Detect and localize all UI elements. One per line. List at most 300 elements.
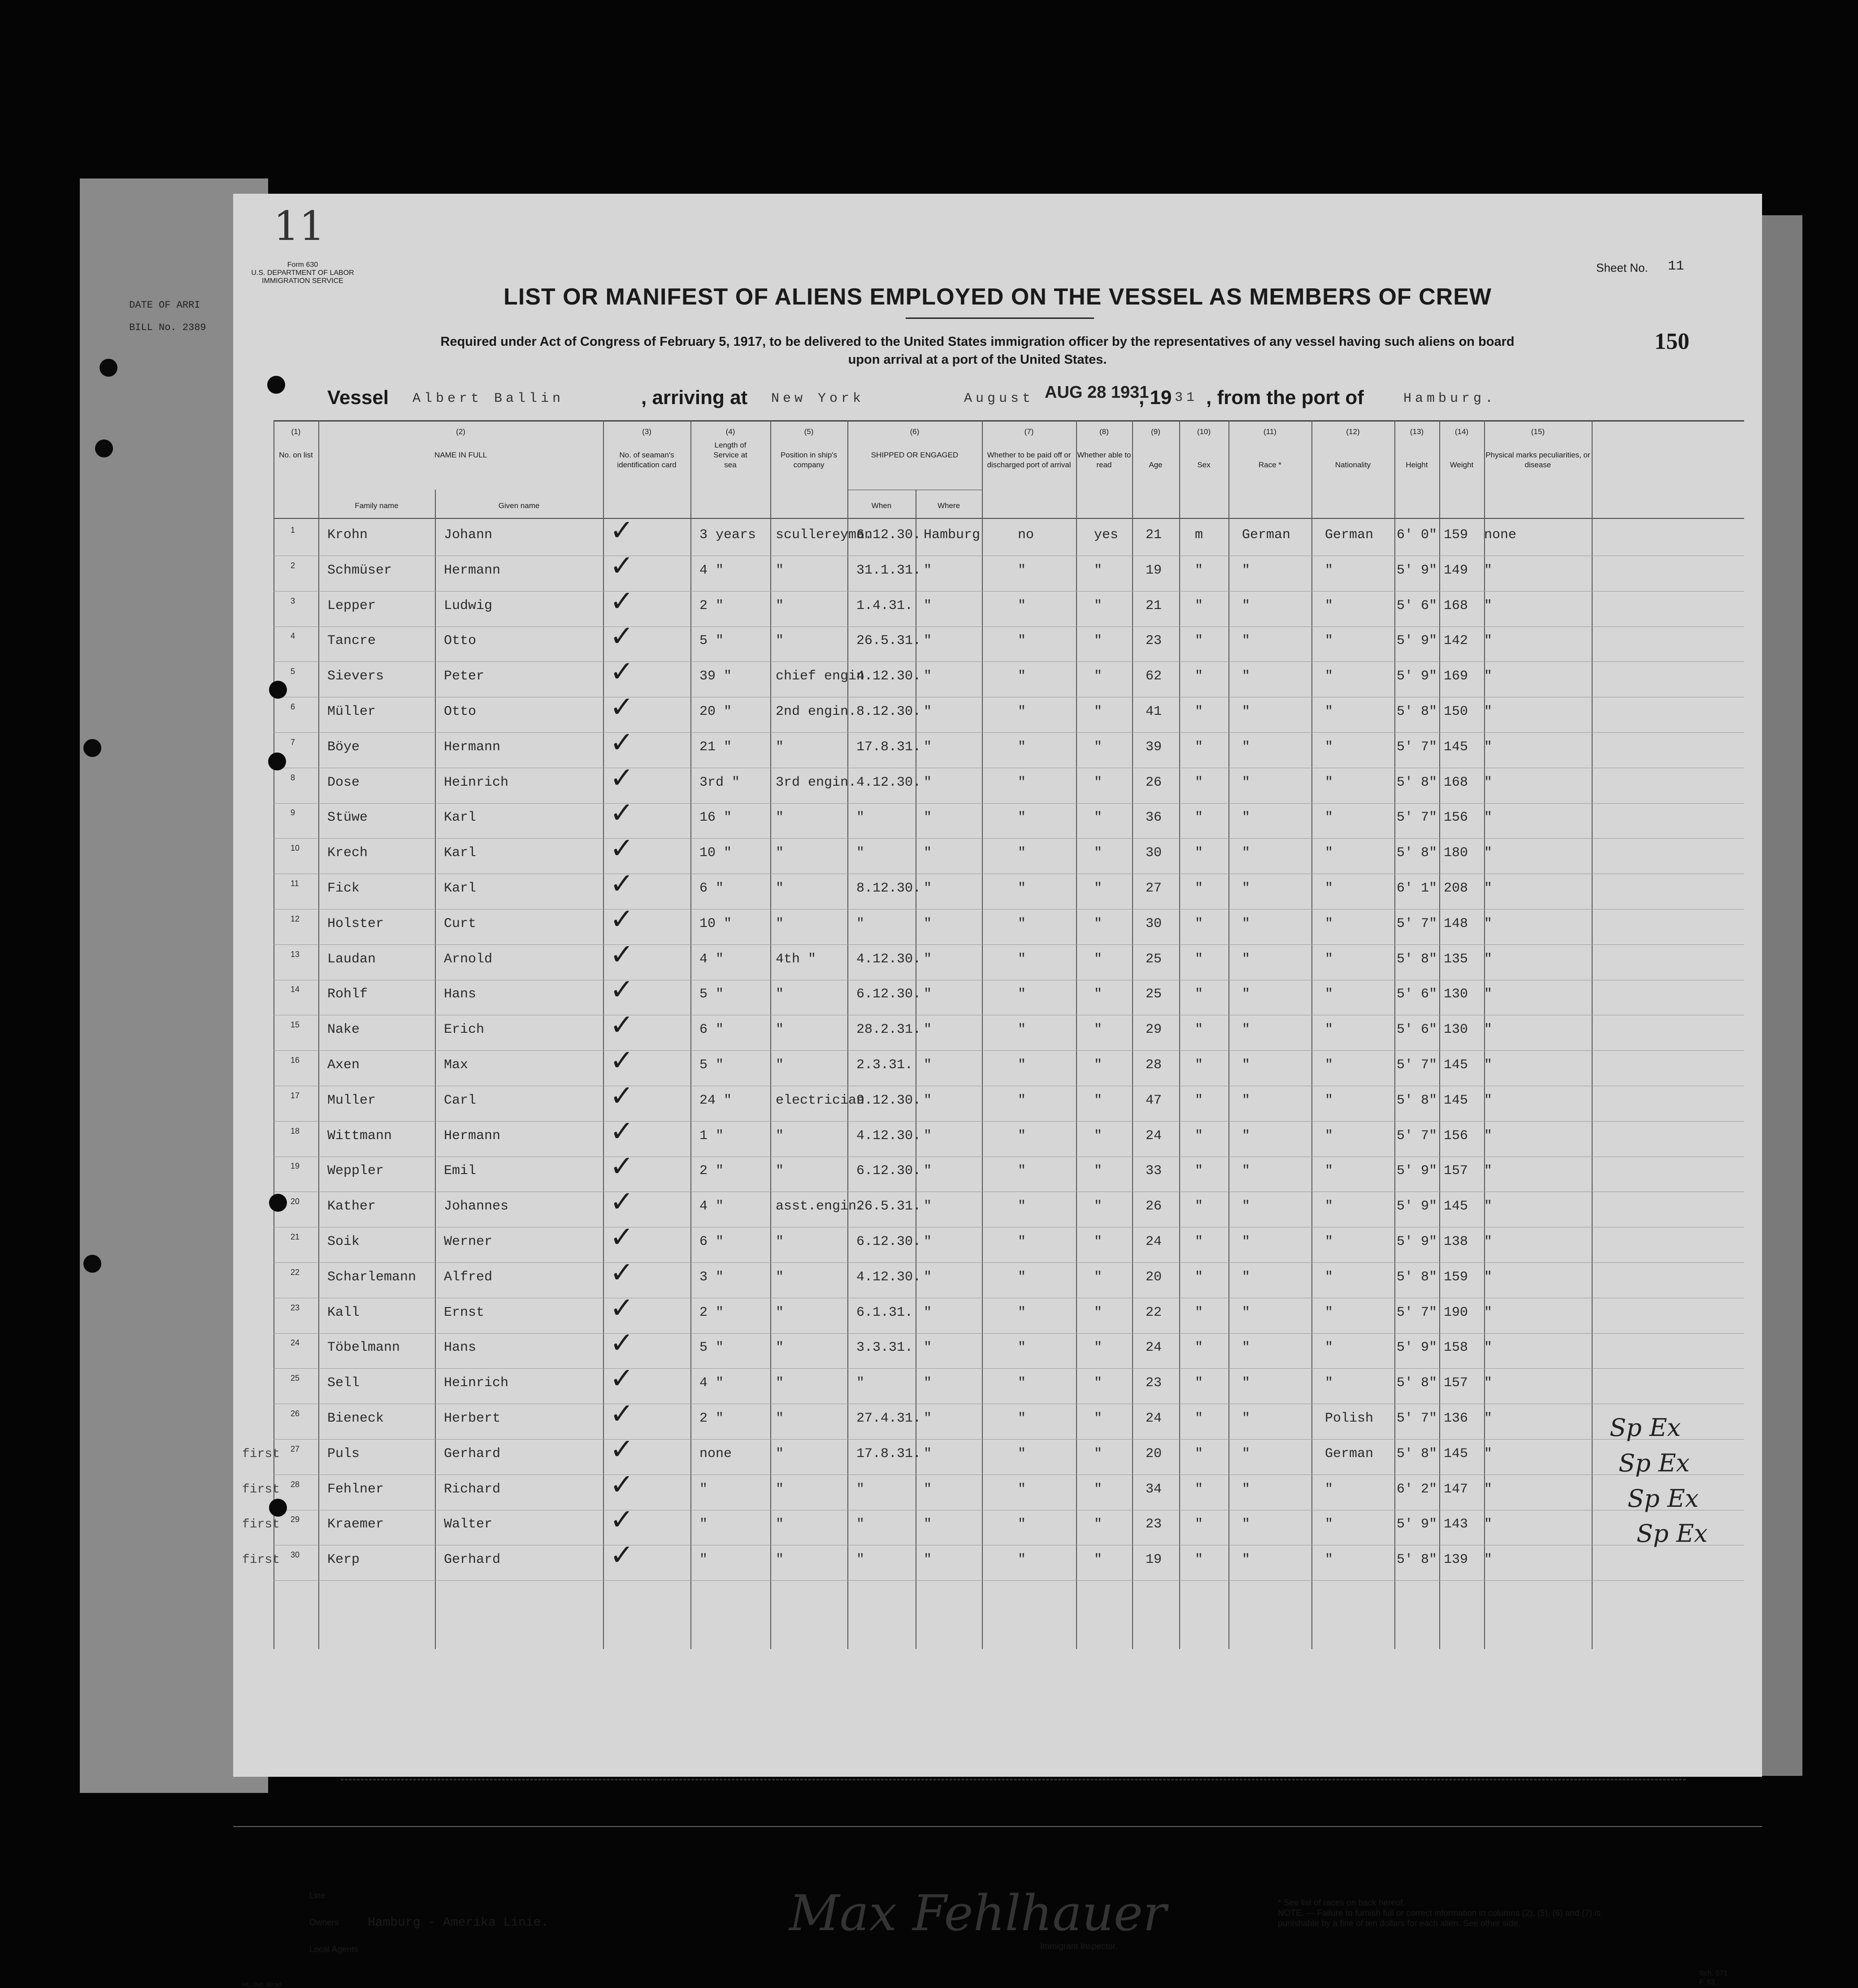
family-name: Kall	[327, 1305, 360, 1320]
nationality: German	[1325, 527, 1374, 543]
row-number: 3	[291, 596, 295, 605]
nationality: "	[1325, 1163, 1333, 1179]
given-name: Heinrich	[444, 1375, 509, 1391]
sex: "	[1195, 774, 1203, 790]
shipped-where: "	[924, 1128, 932, 1144]
table-row	[273, 655, 1744, 697]
family-name: Sell	[327, 1375, 360, 1391]
height: 5' 8"	[1397, 1375, 1437, 1391]
schedule-number: Sch. 571	[1699, 1970, 1728, 1977]
race: "	[1242, 845, 1250, 861]
physical-marks: "	[1484, 1199, 1493, 1214]
physical-marks: "	[1484, 1128, 1493, 1144]
able-to-read: "	[1094, 1552, 1103, 1568]
shipped-where: "	[924, 987, 932, 1002]
shipped-where: "	[924, 1057, 932, 1073]
service-length: 2 "	[699, 598, 724, 613]
paid-off: "	[1018, 1163, 1026, 1179]
under-page-bill-label: BILL No. 2389	[129, 322, 206, 333]
physical-marks: "	[1484, 1552, 1493, 1568]
age: 39	[1146, 739, 1162, 755]
paid-off: "	[1018, 1481, 1026, 1497]
service-length: 4 "	[699, 951, 724, 967]
row-number: 10	[291, 844, 300, 853]
given-name: Hermann	[444, 739, 501, 755]
paid-off: "	[1018, 1057, 1026, 1073]
owners-label: Owners	[309, 1918, 339, 1927]
position: "	[776, 562, 784, 578]
shipped-where: "	[924, 1340, 932, 1356]
family-name: Krohn	[327, 527, 368, 543]
margin-note: first	[242, 1482, 280, 1496]
sex: "	[1195, 916, 1203, 931]
paid-off: "	[1018, 774, 1026, 790]
sex: "	[1195, 562, 1203, 578]
nationality: "	[1325, 774, 1333, 790]
row-number: 26	[291, 1409, 300, 1418]
race: "	[1242, 598, 1250, 613]
physical-marks: "	[1484, 1022, 1493, 1038]
sex: "	[1195, 987, 1203, 1002]
age: 24	[1146, 1234, 1162, 1249]
col-10-label: Sex	[1197, 461, 1211, 469]
height: 5' 9"	[1397, 1163, 1437, 1179]
schedule-form: F. 53.	[1699, 1979, 1717, 1986]
shipped-where: "	[924, 1269, 932, 1285]
height: 5' 7"	[1397, 1128, 1437, 1144]
id-card-check: ✓	[610, 691, 634, 724]
nationality: "	[1325, 1481, 1333, 1497]
paid-off: "	[1018, 739, 1026, 755]
col-11-number: (11)	[1263, 427, 1276, 436]
id-card-check: ✓	[610, 620, 634, 653]
shipped-where: "	[924, 633, 932, 649]
vessel-name: Albert Ballin	[412, 391, 564, 406]
race: "	[1242, 704, 1250, 719]
service-length: 2 "	[699, 1163, 724, 1179]
col-10-number: (10)	[1197, 427, 1211, 436]
id-card-check: ✓	[610, 549, 634, 583]
able-to-read: "	[1094, 562, 1103, 578]
position: "	[776, 845, 784, 861]
height: 5' 7"	[1397, 810, 1437, 826]
table-top-rule	[273, 420, 1744, 422]
id-card-check: ✓	[610, 1185, 634, 1219]
table-row	[273, 514, 1744, 556]
weight: 148	[1444, 916, 1468, 931]
col-10-header	[1179, 427, 1229, 470]
physical-marks: "	[1484, 1163, 1493, 1179]
table-row	[273, 1221, 1744, 1263]
paid-off: "	[1018, 1128, 1026, 1144]
sex: "	[1195, 1305, 1203, 1320]
weight: 150	[1444, 704, 1468, 719]
physical-marks: "	[1484, 562, 1493, 578]
family-name: Fick	[327, 881, 360, 896]
family-name: Tancre	[327, 633, 376, 649]
family-name: Scharlemann	[327, 1269, 417, 1285]
sex: "	[1195, 810, 1203, 826]
weight: 158	[1444, 1340, 1468, 1356]
shipped-when: 8.12.30.	[856, 881, 921, 896]
given-name: Gerhard	[444, 1446, 501, 1462]
nationality: "	[1325, 951, 1333, 967]
shipped-where: "	[924, 951, 932, 967]
table-row	[273, 691, 1744, 733]
given-name: Max	[444, 1057, 469, 1073]
service-length: 1 "	[699, 1128, 724, 1144]
paid-off: "	[1018, 1199, 1026, 1214]
penalty-note: NOTE. — Failure to furnish full or correct information in columns (2), (5), (6) and (7) is punishable by a fine of ten dollars for each alien. See other side.	[1278, 1909, 1601, 1928]
able-to-read: "	[1094, 1199, 1103, 1214]
sex: "	[1195, 704, 1203, 719]
row-rule	[273, 1580, 1744, 1581]
row-number: 13	[291, 949, 300, 959]
paid-off: "	[1018, 1446, 1026, 1462]
race: "	[1242, 1481, 1250, 1497]
col-1-header	[273, 427, 318, 460]
position: "	[776, 1128, 784, 1144]
weight: 145	[1444, 739, 1468, 755]
id-card-check: ✓	[610, 1539, 634, 1572]
col-2-header	[318, 427, 603, 460]
nationality: "	[1325, 739, 1333, 755]
height: 5' 9"	[1397, 1517, 1437, 1532]
shipped-when: 27.4.31.	[856, 1411, 921, 1426]
binder-hole	[100, 359, 117, 377]
col-11-label: Race *	[1258, 461, 1282, 469]
given-name: Curt	[444, 916, 477, 931]
table-end-rule	[341, 1779, 1686, 1780]
shipped-where: "	[924, 845, 932, 861]
binder-hole	[267, 376, 285, 394]
sheet-number: 11	[1668, 259, 1684, 274]
table-row	[273, 1114, 1744, 1157]
height: 5' 8"	[1397, 1552, 1437, 1568]
age: 36	[1146, 810, 1162, 826]
col-13-header	[1394, 427, 1439, 470]
family-name: Müller	[327, 704, 376, 719]
shipped-when: 6.12.30.	[856, 1163, 921, 1179]
table-row	[273, 1327, 1744, 1369]
age: 19	[1146, 1552, 1162, 1568]
sex: "	[1195, 1552, 1203, 1568]
col-15-label: Physical marks peculiarities, or disease	[1485, 451, 1590, 469]
shipped-where: "	[924, 1481, 932, 1497]
weight: 145	[1444, 1446, 1468, 1462]
nationality: "	[1325, 987, 1333, 1002]
from-port: Hamburg.	[1403, 391, 1497, 406]
shipped-when: 28.2.31.	[856, 1022, 921, 1038]
family-name: Bieneck	[327, 1411, 384, 1426]
height: 6' 1"	[1397, 881, 1437, 896]
subtitle-line-2: upon arrival at a port of the United States.	[848, 352, 1107, 367]
paid-off: "	[1018, 987, 1026, 1002]
physical-marks: "	[1484, 1411, 1493, 1426]
given-name: Heinrich	[444, 774, 509, 790]
physical-marks: "	[1484, 633, 1493, 649]
weight: 180	[1444, 845, 1468, 861]
able-to-read: "	[1094, 1092, 1103, 1108]
id-card-check: ✓	[610, 1150, 634, 1183]
date-stamp: AUG 28 1931	[1045, 383, 1149, 402]
service-length: 5 "	[699, 633, 724, 649]
age: 24	[1146, 1128, 1162, 1144]
footer-note	[1278, 1898, 1637, 1929]
when-header: When	[871, 501, 892, 510]
id-card-check: ✓	[610, 726, 634, 759]
table-row	[273, 902, 1744, 945]
id-card-check: ✓	[610, 1221, 634, 1254]
sex: "	[1195, 1481, 1203, 1497]
service-length: 5 "	[699, 987, 724, 1002]
list-number: 150	[1654, 329, 1689, 354]
row-number: 19	[291, 1161, 300, 1171]
row-number: 12	[291, 914, 300, 923]
service-length: 16 "	[699, 810, 732, 826]
shipped-where: "	[924, 1163, 932, 1179]
binder-hole	[269, 681, 287, 699]
height: 5' 9"	[1397, 562, 1437, 578]
physical-marks: "	[1484, 739, 1493, 755]
physical-marks: "	[1484, 1375, 1493, 1391]
shipped-when: "	[856, 845, 865, 861]
given-name: Johann	[444, 527, 493, 543]
family-name: Kerp	[327, 1552, 360, 1568]
family-name: Fehlner	[327, 1481, 384, 1497]
col-15-header	[1484, 427, 1592, 470]
nationality: "	[1325, 1375, 1333, 1391]
paid-off: "	[1018, 1305, 1026, 1320]
id-card-check: ✓	[610, 1079, 634, 1113]
physical-marks: "	[1484, 916, 1493, 931]
nationality: "	[1325, 1234, 1333, 1249]
physical-marks: "	[1484, 669, 1493, 684]
col-7-number: (7)	[1024, 427, 1034, 436]
col-9-number: (9)	[1151, 427, 1160, 436]
family-name: Rohlf	[327, 987, 368, 1002]
age: 30	[1146, 916, 1162, 931]
paid-off: "	[1018, 1517, 1026, 1532]
able-to-read: "	[1094, 1446, 1103, 1462]
local-agents-label: Local Agents	[309, 1945, 358, 1954]
row-number: 16	[291, 1056, 300, 1065]
nationality: "	[1325, 916, 1333, 931]
family-name: Lepper	[327, 598, 376, 613]
col-4-label: Length of Service at sea	[713, 441, 747, 469]
nationality: "	[1325, 1340, 1333, 1356]
id-card-check: ✓	[610, 1432, 634, 1466]
id-card-check: ✓	[610, 584, 634, 618]
shipped-where: "	[924, 1234, 932, 1249]
service-length: 6 "	[699, 1022, 724, 1038]
age: 41	[1146, 704, 1162, 719]
table-row	[273, 1432, 1744, 1475]
shipped-when: 4.12.30.	[856, 774, 921, 790]
position: scullereyman	[776, 527, 873, 543]
position: "	[776, 1057, 784, 1073]
col-5-number: (5)	[804, 427, 814, 436]
age: 20	[1146, 1446, 1162, 1462]
shipped-when: 6.12.30.	[856, 527, 921, 543]
given-name: Alfred	[444, 1269, 493, 1285]
nationality: "	[1325, 845, 1333, 861]
weight: 156	[1444, 810, 1468, 826]
position: asst.engin.	[776, 1199, 865, 1214]
shipped-where: "	[924, 1411, 932, 1426]
able-to-read: "	[1094, 1234, 1103, 1249]
col-7-header	[982, 427, 1076, 470]
weight: 157	[1444, 1163, 1468, 1179]
race: "	[1242, 1092, 1250, 1108]
paid-off: "	[1018, 951, 1026, 967]
table-row	[273, 761, 1744, 804]
arriving-label: , arriving at	[641, 387, 748, 409]
col-12-number: (12)	[1346, 427, 1360, 436]
given-name: Herbert	[444, 1411, 501, 1426]
col-7-label: Whether to be paid off or discharged port of arrival	[987, 451, 1071, 469]
weight: 159	[1444, 1269, 1468, 1285]
age: 23	[1146, 1517, 1162, 1532]
nationality: "	[1325, 633, 1333, 649]
col-1-label: No. on list	[279, 451, 313, 459]
shipped-when: 9.12.30.	[856, 1092, 921, 1108]
physical-marks: "	[1484, 598, 1493, 613]
race: "	[1242, 1234, 1250, 1249]
paid-off: "	[1018, 1022, 1026, 1038]
sex: "	[1195, 598, 1203, 613]
position: "	[776, 1517, 784, 1532]
shipped-when: "	[856, 916, 865, 931]
col-12-label: Nationality	[1335, 461, 1371, 469]
race: German	[1242, 527, 1291, 543]
shipped-when: 31.1.31.	[856, 562, 921, 578]
given-name: Erich	[444, 1022, 485, 1038]
row-number: 20	[291, 1197, 300, 1206]
id-card-check: ✓	[610, 867, 634, 900]
race: "	[1242, 1517, 1250, 1532]
nationality: "	[1325, 1092, 1333, 1108]
weight: 143	[1444, 1517, 1468, 1532]
height: 6' 0"	[1397, 527, 1437, 543]
pencil-mark: 11	[273, 203, 325, 250]
physical-marks: "	[1484, 951, 1493, 967]
table-row	[273, 796, 1744, 839]
col-8-label: Whether able to read	[1077, 451, 1131, 469]
id-card-check: ✓	[610, 1327, 634, 1360]
position: electrician	[776, 1092, 865, 1108]
service-length: "	[699, 1517, 708, 1532]
service-length: 5 "	[699, 1340, 724, 1356]
col-5-header	[770, 427, 847, 470]
family-name: Muller	[327, 1092, 376, 1108]
service-length: 4 "	[699, 1199, 724, 1214]
service-length: 24 "	[699, 1092, 732, 1108]
crew-table	[273, 420, 1744, 1649]
position: 3rd engin.	[776, 774, 857, 790]
service-length: 3rd "	[699, 774, 740, 790]
age: 29	[1146, 1022, 1162, 1038]
service-length: 2 "	[699, 1305, 724, 1320]
col-11-header	[1229, 427, 1311, 470]
able-to-read: "	[1094, 951, 1103, 967]
col-4-number: (4)	[725, 427, 735, 436]
height: 5' 9"	[1397, 1199, 1437, 1214]
age: 25	[1146, 987, 1162, 1002]
given-name: Johannes	[444, 1199, 509, 1214]
able-to-read: "	[1094, 881, 1103, 896]
shipped-where: "	[924, 598, 932, 613]
family-name: Holster	[327, 916, 384, 931]
table-row	[273, 726, 1744, 768]
age: 30	[1146, 845, 1162, 861]
col-2-number: (2)	[456, 427, 465, 436]
service-length: none	[699, 1446, 732, 1462]
weight: 159	[1444, 527, 1468, 543]
sex: "	[1195, 1057, 1203, 1073]
able-to-read: "	[1094, 1057, 1103, 1073]
id-card-check: ✓	[610, 1291, 634, 1325]
sex: "	[1195, 881, 1203, 896]
position: "	[776, 1481, 784, 1497]
family-name-header: Family name	[355, 501, 399, 510]
given-name: Hermann	[444, 1128, 501, 1144]
nationality: "	[1325, 704, 1333, 719]
row-number: 15	[291, 1020, 300, 1030]
able-to-read: "	[1094, 1375, 1103, 1391]
row-number: 8	[291, 773, 295, 782]
paid-off: "	[1018, 916, 1026, 931]
id-card-check: ✓	[610, 761, 634, 795]
race: "	[1242, 1305, 1250, 1320]
height: 5' 8"	[1397, 951, 1437, 967]
service-length: 5 "	[699, 1057, 724, 1073]
family-name: Wittmann	[327, 1128, 392, 1144]
nationality: "	[1325, 1305, 1333, 1320]
col-6-header	[847, 427, 982, 460]
family-name: Töbelmann	[327, 1340, 400, 1356]
physical-marks: "	[1484, 1446, 1493, 1462]
binder-hole	[95, 439, 113, 457]
weight: 149	[1444, 562, 1468, 578]
paid-off: "	[1018, 1411, 1026, 1426]
table-row	[273, 1150, 1744, 1192]
row-number: 4	[291, 631, 295, 641]
shipped-when: 4.12.30.	[856, 669, 921, 684]
col-13-number: (13)	[1410, 427, 1424, 436]
paid-off: "	[1018, 845, 1026, 861]
nationality: "	[1325, 1128, 1333, 1144]
physical-marks: "	[1484, 1234, 1493, 1249]
given-name: Hans	[444, 987, 477, 1002]
paid-off: "	[1018, 810, 1026, 826]
id-card-check: ✓	[610, 832, 634, 866]
position: chief engin.	[776, 669, 873, 684]
sex: "	[1195, 951, 1203, 967]
shipped-when: 1.4.31.	[856, 598, 913, 613]
nationality: Polish	[1325, 1411, 1374, 1426]
given-name: Hermann	[444, 562, 501, 578]
row-number: 23	[291, 1303, 300, 1312]
table-row	[273, 1539, 1744, 1581]
position: "	[776, 810, 784, 826]
nationality: "	[1325, 1552, 1333, 1568]
physical-marks: "	[1484, 1269, 1493, 1285]
inspector-label: Immigrant Inspector.	[1040, 1942, 1118, 1951]
age: 24	[1146, 1340, 1162, 1356]
sex: "	[1195, 1411, 1203, 1426]
row-number: 29	[291, 1515, 300, 1524]
